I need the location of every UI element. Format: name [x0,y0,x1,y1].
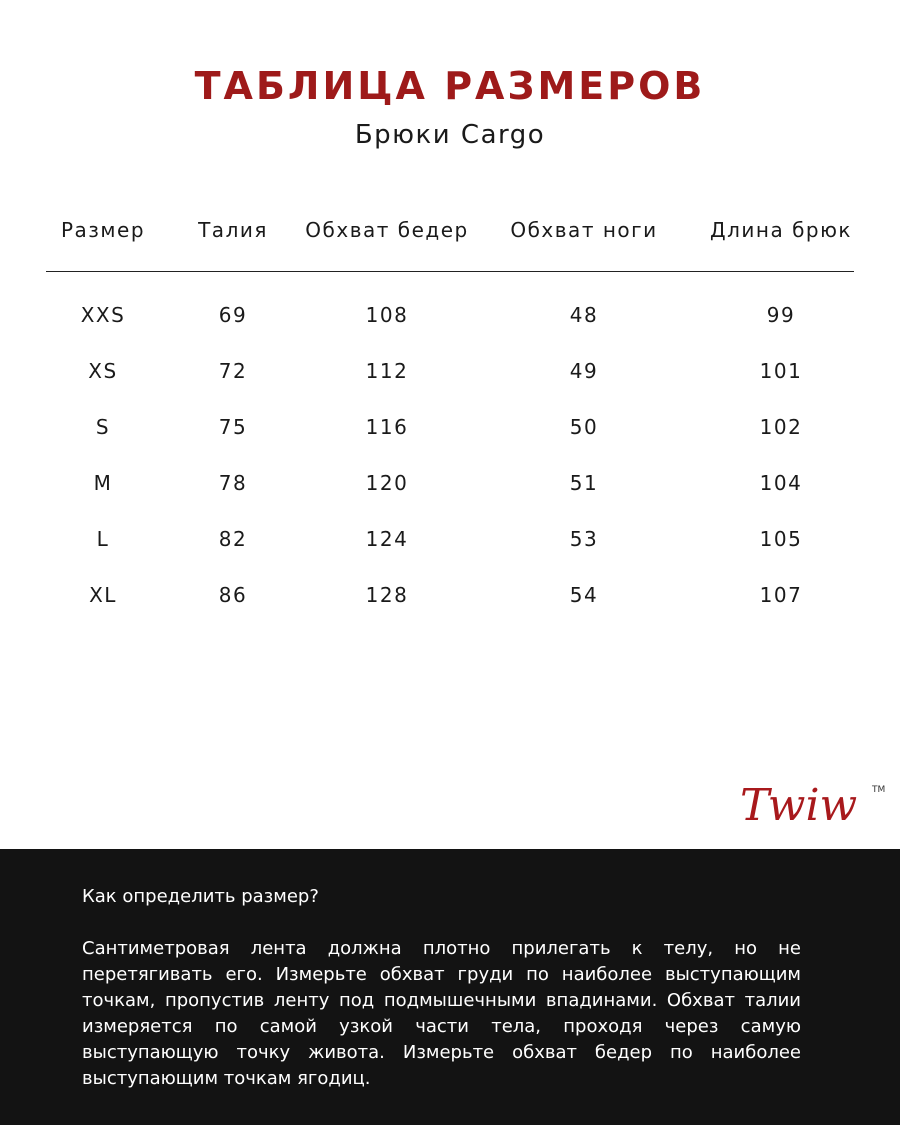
cell-hips: 128 [365,583,409,607]
cell-waist: 69 [218,303,248,327]
cell-length: 99 [766,303,796,327]
cell-leg: 49 [569,359,599,383]
column-header-length: Длина брюк [709,218,853,242]
cell-hips: 116 [365,415,409,439]
cell-size: L [96,527,110,551]
brand-logo [740,772,890,842]
table-row [46,407,854,463]
cell-hips: 120 [365,471,409,495]
cell-size: XXS [80,303,126,327]
column-header-size: Размер [60,218,146,242]
cell-length: 104 [759,471,803,495]
cell-waist: 72 [218,359,248,383]
cell-leg: 54 [569,583,599,607]
cell-waist: 75 [218,415,248,439]
cell-hips: 124 [365,527,409,551]
column-header-hips: Обхват бедер [305,218,469,242]
table-row [46,463,854,519]
cell-length: 101 [759,359,803,383]
product-subtitle: Брюки Cargo [354,120,546,150]
size-table [46,210,854,631]
cell-length: 102 [759,415,803,439]
cell-leg: 53 [569,527,599,551]
table-row [46,295,854,351]
cell-leg: 50 [569,415,599,439]
cell-waist: 86 [218,583,248,607]
how-to-measure-text: Сантиметровая лента должна плотно прилегать к телу, но не перетягивать его. Измерьте обхват груди по наиболее выступающим точкам, пропустив ленту под подмышечными впадинами. Обхват талии измеряется по самой узкой части тела, проходя через самую выступающую точку живота. Измерьте обхват бедер по наиболее выступающим точкам ягодиц. [82,938,801,1089]
column-header-waist: Талия [198,218,268,242]
cell-waist: 82 [218,527,248,551]
cell-leg: 51 [569,471,599,495]
footer-panel [0,849,900,1125]
page-title: ТАБЛИЦА РАЗМЕРОВ [194,64,706,108]
how-to-measure-heading: Как определить размер? [82,886,319,907]
table-row [46,575,854,631]
cell-hips: 108 [365,303,409,327]
table-row [46,351,854,407]
cell-length: 105 [759,527,803,551]
cell-waist: 78 [218,471,248,495]
cell-length: 107 [759,583,803,607]
cell-size: S [95,415,111,439]
header-divider [46,271,854,272]
column-header-leg: Обхват ноги [510,218,658,242]
cell-size: XS [88,359,118,383]
cell-leg: 48 [569,303,599,327]
cell-size: M [93,471,113,495]
cell-size: XL [89,583,117,607]
brand-logo-text: Twiw [740,780,858,831]
cell-hips: 112 [365,359,409,383]
trademark-mark: TM [872,785,886,795]
table-row [46,519,854,575]
table-header-row [46,210,854,250]
